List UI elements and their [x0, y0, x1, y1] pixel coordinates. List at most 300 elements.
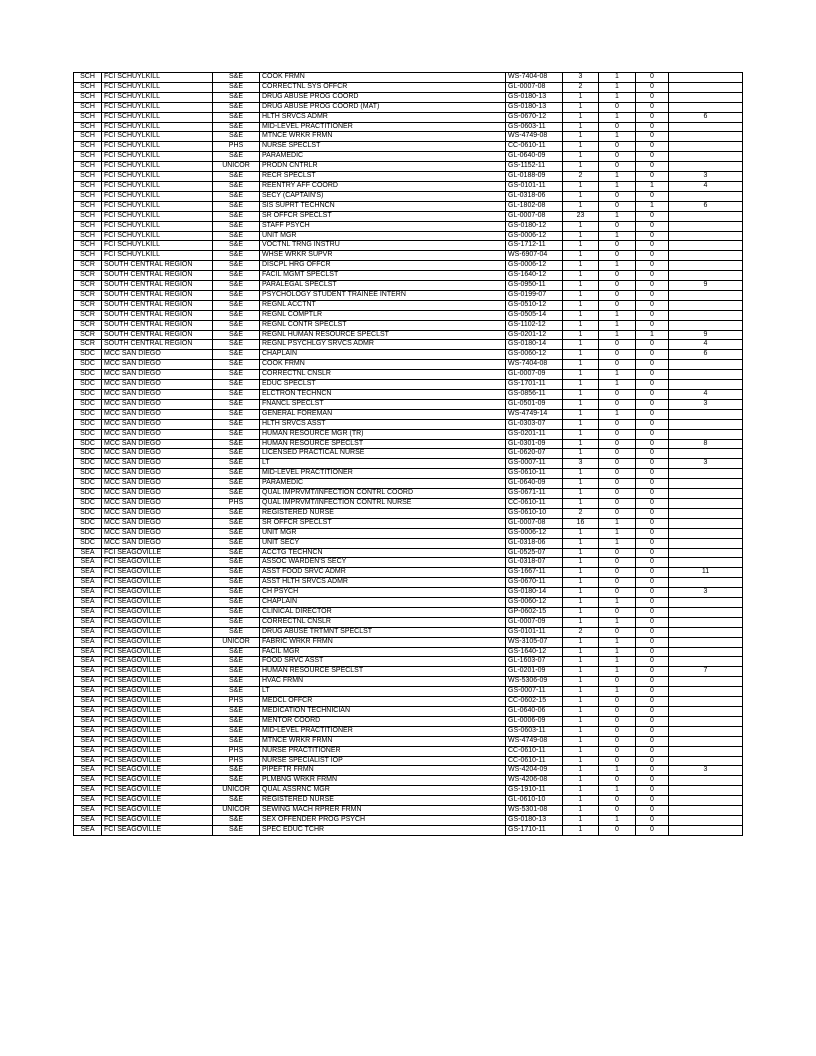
count-cell: 3 — [563, 73, 599, 83]
note-cell — [669, 320, 743, 330]
flag-b-cell: 0 — [636, 637, 669, 647]
note-cell — [669, 251, 743, 261]
flag-a-cell: 0 — [599, 707, 636, 717]
table-row — [74, 370, 743, 380]
grade-cell: GL-1603-07 — [506, 657, 563, 667]
position-cell: CH PSYCH — [260, 588, 506, 598]
fund-cell: S&E — [213, 320, 260, 330]
count-cell: 1 — [563, 469, 599, 479]
grade-cell: GL-0318-06 — [506, 191, 563, 201]
facility-cell: FCI SEAGOVILLE — [102, 647, 213, 657]
table-row — [74, 508, 743, 518]
code-cell: SCR — [74, 290, 102, 300]
facility-cell: FCI SCHUYLKILL — [102, 251, 213, 261]
fund-cell: UNICOR — [213, 637, 260, 647]
facility-cell: MCC SAN DIEGO — [102, 479, 213, 489]
table-row — [74, 479, 743, 489]
grade-cell: GS-0201-11 — [506, 429, 563, 439]
facility-cell: FCI SCHUYLKILL — [102, 201, 213, 211]
flag-a-cell: 1 — [599, 132, 636, 142]
table-row — [74, 290, 743, 300]
fund-cell: S&E — [213, 607, 260, 617]
table-row — [74, 716, 743, 726]
position-cell: ASSOC WARDEN'S SECY — [260, 558, 506, 568]
flag-a-cell: 1 — [599, 211, 636, 221]
count-cell: 1 — [563, 360, 599, 370]
facility-cell: SOUTH CENTRAL REGION — [102, 290, 213, 300]
facility-cell: FCI SEAGOVILLE — [102, 756, 213, 766]
position-cell: MENTOR COORD — [260, 716, 506, 726]
note-cell — [669, 637, 743, 647]
note-cell — [669, 518, 743, 528]
fund-cell: S&E — [213, 122, 260, 132]
facility-cell: FCI SCHUYLKILL — [102, 221, 213, 231]
facility-cell: FCI SCHUYLKILL — [102, 211, 213, 221]
facility-cell: MCC SAN DIEGO — [102, 419, 213, 429]
facility-cell: FCI SCHUYLKILL — [102, 152, 213, 162]
count-cell: 1 — [563, 687, 599, 697]
count-cell: 1 — [563, 548, 599, 558]
grade-cell: GS-0101-11 — [506, 627, 563, 637]
position-cell: CORRECTNL CNSLR — [260, 370, 506, 380]
flag-b-cell: 0 — [636, 756, 669, 766]
position-cell: GENERAL FOREMAN — [260, 409, 506, 419]
count-cell: 1 — [563, 112, 599, 122]
flag-b-cell: 0 — [636, 548, 669, 558]
grade-cell: GS-0180-13 — [506, 102, 563, 112]
note-cell — [669, 469, 743, 479]
position-cell: FOOD SRVC ASST — [260, 657, 506, 667]
fund-cell: S&E — [213, 310, 260, 320]
facility-cell: FCI SEAGOVILLE — [102, 637, 213, 647]
fund-cell: S&E — [213, 231, 260, 241]
position-cell: CLINICAL DIRECTOR — [260, 607, 506, 617]
code-cell: SCH — [74, 211, 102, 221]
flag-b-cell: 0 — [636, 261, 669, 271]
facility-cell: FCI SEAGOVILLE — [102, 588, 213, 598]
flag-b-cell: 0 — [636, 221, 669, 231]
count-cell: 1 — [563, 707, 599, 717]
fund-cell: S&E — [213, 201, 260, 211]
count-cell: 1 — [563, 657, 599, 667]
grade-cell: GS-1667-11 — [506, 568, 563, 578]
note-cell — [669, 370, 743, 380]
table-row — [74, 350, 743, 360]
note-cell: 4 — [669, 390, 743, 400]
count-cell: 1 — [563, 667, 599, 677]
fund-cell: S&E — [213, 736, 260, 746]
note-cell — [669, 489, 743, 499]
grade-cell: GS-0006-12 — [506, 231, 563, 241]
code-cell: SDC — [74, 390, 102, 400]
facility-cell: SOUTH CENTRAL REGION — [102, 320, 213, 330]
fund-cell: S&E — [213, 82, 260, 92]
fund-cell: UNICOR — [213, 162, 260, 172]
fund-cell: S&E — [213, 330, 260, 340]
code-cell: SEA — [74, 776, 102, 786]
flag-a-cell: 1 — [599, 647, 636, 657]
grade-cell: WS-5306-09 — [506, 677, 563, 687]
count-cell: 1 — [563, 647, 599, 657]
flag-b-cell: 0 — [636, 399, 669, 409]
code-cell: SDC — [74, 439, 102, 449]
note-cell — [669, 290, 743, 300]
facility-cell: FCI SEAGOVILLE — [102, 667, 213, 677]
grade-cell: GS-0671-11 — [506, 489, 563, 499]
position-cell: FNANCL SPECLST — [260, 399, 506, 409]
fund-cell: S&E — [213, 360, 260, 370]
flag-a-cell: 1 — [599, 637, 636, 647]
flag-a-cell: 0 — [599, 825, 636, 835]
note-cell — [669, 82, 743, 92]
flag-a-cell: 0 — [599, 271, 636, 281]
fund-cell: S&E — [213, 290, 260, 300]
table-row — [74, 380, 743, 390]
position-cell: COOK FRMN — [260, 73, 506, 83]
table-row — [74, 340, 743, 350]
count-cell: 1 — [563, 776, 599, 786]
note-cell — [669, 776, 743, 786]
count-cell: 1 — [563, 598, 599, 608]
code-cell: SEA — [74, 548, 102, 558]
flag-b-cell: 0 — [636, 677, 669, 687]
flag-a-cell: 0 — [599, 152, 636, 162]
table-row — [74, 598, 743, 608]
position-cell: SR OFFCR SPECLST — [260, 518, 506, 528]
grade-cell: GL-0007-08 — [506, 82, 563, 92]
code-cell: SEA — [74, 766, 102, 776]
flag-a-cell: 1 — [599, 518, 636, 528]
fund-cell: S&E — [213, 627, 260, 637]
flag-a-cell: 1 — [599, 538, 636, 548]
table-row — [74, 429, 743, 439]
position-cell: STAFF PSYCH — [260, 221, 506, 231]
facility-cell: MCC SAN DIEGO — [102, 459, 213, 469]
flag-b-cell: 0 — [636, 707, 669, 717]
facility-cell: MCC SAN DIEGO — [102, 439, 213, 449]
count-cell: 1 — [563, 340, 599, 350]
flag-a-cell: 0 — [599, 102, 636, 112]
code-cell: SCH — [74, 231, 102, 241]
position-cell: LT — [260, 687, 506, 697]
flag-b-cell: 0 — [636, 429, 669, 439]
flag-a-cell: 0 — [599, 201, 636, 211]
fund-cell: S&E — [213, 181, 260, 191]
code-cell: SEA — [74, 825, 102, 835]
flag-a-cell: 0 — [599, 607, 636, 617]
count-cell: 1 — [563, 290, 599, 300]
note-cell — [669, 261, 743, 271]
grade-cell: GL-0007-08 — [506, 518, 563, 528]
grade-cell: GS-0060-12 — [506, 598, 563, 608]
table-row — [74, 201, 743, 211]
code-cell: SCR — [74, 281, 102, 291]
position-cell: SEX OFFENDER PROG PSYCH — [260, 815, 506, 825]
flag-a-cell: 0 — [599, 469, 636, 479]
facility-cell: FCI SEAGOVILLE — [102, 548, 213, 558]
grade-cell: WS-6907-04 — [506, 251, 563, 261]
note-cell — [669, 647, 743, 657]
fund-cell: S&E — [213, 726, 260, 736]
facility-cell: SOUTH CENTRAL REGION — [102, 261, 213, 271]
grade-cell: GL-0620-07 — [506, 449, 563, 459]
flag-a-cell: 1 — [599, 330, 636, 340]
table-row — [74, 498, 743, 508]
facility-cell: MCC SAN DIEGO — [102, 518, 213, 528]
note-cell — [669, 697, 743, 707]
fund-cell: S&E — [213, 300, 260, 310]
table-row — [74, 261, 743, 271]
note-cell — [669, 538, 743, 548]
flag-a-cell: 0 — [599, 489, 636, 499]
code-cell: SEA — [74, 637, 102, 647]
count-cell: 1 — [563, 142, 599, 152]
note-cell — [669, 726, 743, 736]
table-row — [74, 637, 743, 647]
count-cell: 1 — [563, 766, 599, 776]
note-cell — [669, 300, 743, 310]
code-cell: SDC — [74, 459, 102, 469]
grade-cell: GS-0610-11 — [506, 469, 563, 479]
table-row — [74, 578, 743, 588]
flag-a-cell: 0 — [599, 736, 636, 746]
note-cell — [669, 736, 743, 746]
position-cell: MTNCE WRKR FRMN — [260, 132, 506, 142]
table-row — [74, 409, 743, 419]
count-cell: 1 — [563, 221, 599, 231]
flag-a-cell: 1 — [599, 112, 636, 122]
position-cell: HLTH SRVCS ASST — [260, 419, 506, 429]
note-cell — [669, 677, 743, 687]
fund-cell: S&E — [213, 518, 260, 528]
count-cell: 1 — [563, 330, 599, 340]
grade-cell: WS-4749-08 — [506, 736, 563, 746]
table-row — [74, 489, 743, 499]
code-cell: SCR — [74, 300, 102, 310]
note-cell: 9 — [669, 330, 743, 340]
position-cell: DRUG ABUSE PROG COORD (MAT) — [260, 102, 506, 112]
note-cell — [669, 122, 743, 132]
flag-b-cell: 0 — [636, 825, 669, 835]
code-cell: SEA — [74, 707, 102, 717]
count-cell: 1 — [563, 786, 599, 796]
flag-a-cell: 0 — [599, 439, 636, 449]
grade-cell: GL-0007-09 — [506, 617, 563, 627]
position-cell: PARAMEDIC — [260, 479, 506, 489]
count-cell: 1 — [563, 399, 599, 409]
fund-cell: S&E — [213, 241, 260, 251]
note-cell — [669, 806, 743, 816]
fund-cell: S&E — [213, 439, 260, 449]
table-row — [74, 132, 743, 142]
facility-cell: FCI SEAGOVILLE — [102, 707, 213, 717]
flag-a-cell: 1 — [599, 766, 636, 776]
note-cell: 6 — [669, 201, 743, 211]
table-row — [74, 399, 743, 409]
flag-b-cell: 0 — [636, 627, 669, 637]
code-cell: SEA — [74, 746, 102, 756]
position-cell: PSYCHOLOGY STUDENT TRAINEE INTERN — [260, 290, 506, 300]
code-cell: SCH — [74, 102, 102, 112]
flag-b-cell: 0 — [636, 191, 669, 201]
flag-b-cell: 0 — [636, 82, 669, 92]
note-cell — [669, 528, 743, 538]
table-row — [74, 320, 743, 330]
code-cell: SCH — [74, 132, 102, 142]
fund-cell: PHS — [213, 756, 260, 766]
position-cell: MID-LEVEL PRACTITIONER — [260, 726, 506, 736]
grade-cell: GS-1152-11 — [506, 162, 563, 172]
grade-cell: GS-0180-14 — [506, 588, 563, 598]
fund-cell: S&E — [213, 132, 260, 142]
table-row — [74, 825, 743, 835]
position-cell: MEDICATION TECHNICIAN — [260, 707, 506, 717]
flag-a-cell: 0 — [599, 191, 636, 201]
position-cell: ASST HLTH SRVCS ADMR — [260, 578, 506, 588]
flag-b-cell: 0 — [636, 786, 669, 796]
grade-cell: WS-4749-08 — [506, 132, 563, 142]
position-cell: UNIT SECY — [260, 538, 506, 548]
facility-cell: FCI SCHUYLKILL — [102, 241, 213, 251]
fund-cell: S&E — [213, 390, 260, 400]
table-row — [74, 528, 743, 538]
flag-b-cell: 0 — [636, 538, 669, 548]
count-cell: 1 — [563, 617, 599, 627]
table-row — [74, 677, 743, 687]
flag-a-cell: 0 — [599, 251, 636, 261]
fund-cell: S&E — [213, 776, 260, 786]
note-cell — [669, 786, 743, 796]
count-cell: 1 — [563, 231, 599, 241]
facility-cell: MCC SAN DIEGO — [102, 469, 213, 479]
flag-a-cell: 1 — [599, 320, 636, 330]
flag-b-cell: 0 — [636, 290, 669, 300]
position-cell: REGISTERED NURSE — [260, 508, 506, 518]
flag-b-cell: 0 — [636, 726, 669, 736]
count-cell: 1 — [563, 390, 599, 400]
code-cell: SCH — [74, 201, 102, 211]
flag-a-cell: 1 — [599, 310, 636, 320]
flag-b-cell: 0 — [636, 350, 669, 360]
note-cell — [669, 152, 743, 162]
table-row — [74, 776, 743, 786]
fund-cell: S&E — [213, 449, 260, 459]
grade-cell: GS-0670-12 — [506, 112, 563, 122]
grade-cell: GS-1910-11 — [506, 786, 563, 796]
grade-cell: GL-0318-06 — [506, 538, 563, 548]
position-cell: MEDCL OFFCR — [260, 697, 506, 707]
table-row — [74, 211, 743, 221]
flag-b-cell: 0 — [636, 687, 669, 697]
grade-cell: WS-7404-08 — [506, 73, 563, 83]
flag-a-cell: 0 — [599, 796, 636, 806]
flag-a-cell: 0 — [599, 340, 636, 350]
count-cell: 1 — [563, 578, 599, 588]
code-cell: SEA — [74, 588, 102, 598]
table-row — [74, 102, 743, 112]
code-cell: SCH — [74, 142, 102, 152]
fund-cell: S&E — [213, 647, 260, 657]
fund-cell: S&E — [213, 370, 260, 380]
grade-cell: GS-0180-12 — [506, 221, 563, 231]
flag-b-cell: 0 — [636, 300, 669, 310]
fund-cell: S&E — [213, 588, 260, 598]
table-row — [74, 736, 743, 746]
facility-cell: FCI SCHUYLKILL — [102, 82, 213, 92]
position-cell: ACCTG TECHNCN — [260, 548, 506, 558]
table-row — [74, 231, 743, 241]
flag-b-cell: 0 — [636, 657, 669, 667]
position-cell: SIS SUPRT TECHNCN — [260, 201, 506, 211]
table-row — [74, 73, 743, 83]
count-cell: 1 — [563, 697, 599, 707]
note-cell — [669, 657, 743, 667]
grade-cell: GL-0303-07 — [506, 419, 563, 429]
grade-cell: CC-0610-11 — [506, 498, 563, 508]
count-cell: 1 — [563, 122, 599, 132]
note-cell: 3 — [669, 399, 743, 409]
flag-b-cell: 0 — [636, 588, 669, 598]
position-cell: HUMAN RESOURCE SPECLST — [260, 667, 506, 677]
position-cell: WHSE WRKR SUPVR — [260, 251, 506, 261]
position-cell: PLMBNG WRKR FRMN — [260, 776, 506, 786]
fund-cell: S&E — [213, 251, 260, 261]
position-cell: SR OFFCR SPECLST — [260, 211, 506, 221]
fund-cell: S&E — [213, 261, 260, 271]
facility-cell: FCI SEAGOVILLE — [102, 825, 213, 835]
flag-b-cell: 0 — [636, 320, 669, 330]
count-cell: 1 — [563, 102, 599, 112]
table-row — [74, 568, 743, 578]
code-cell: SDC — [74, 469, 102, 479]
facility-cell: SOUTH CENTRAL REGION — [102, 310, 213, 320]
position-cell: DRUG ABUSE PROG COORD — [260, 92, 506, 102]
code-cell: SEA — [74, 736, 102, 746]
code-cell: SCH — [74, 181, 102, 191]
code-cell: SCH — [74, 73, 102, 83]
note-cell — [669, 310, 743, 320]
table-row — [74, 390, 743, 400]
note-cell — [669, 498, 743, 508]
code-cell: SEA — [74, 598, 102, 608]
grade-cell: GL-0301-09 — [506, 439, 563, 449]
table-row — [74, 726, 743, 736]
flag-a-cell: 0 — [599, 122, 636, 132]
table-row — [74, 617, 743, 627]
count-cell: 2 — [563, 82, 599, 92]
fund-cell: S&E — [213, 409, 260, 419]
count-cell: 1 — [563, 310, 599, 320]
grade-cell: GL-0007-09 — [506, 370, 563, 380]
grade-cell: GL-0007-08 — [506, 211, 563, 221]
count-cell: 1 — [563, 825, 599, 835]
facility-cell: FCI SCHUYLKILL — [102, 132, 213, 142]
facility-cell: SOUTH CENTRAL REGION — [102, 281, 213, 291]
fund-cell: S&E — [213, 281, 260, 291]
table-row — [74, 142, 743, 152]
flag-b-cell: 0 — [636, 449, 669, 459]
grade-cell: GS-1710-11 — [506, 825, 563, 835]
note-cell — [669, 429, 743, 439]
grade-cell: GS-0950-11 — [506, 281, 563, 291]
flag-a-cell: 0 — [599, 399, 636, 409]
grade-cell: GS-0101-11 — [506, 181, 563, 191]
count-cell: 1 — [563, 815, 599, 825]
position-cell: REENTRY AFF COORD — [260, 181, 506, 191]
code-cell: SEA — [74, 578, 102, 588]
code-cell: SDC — [74, 498, 102, 508]
note-cell — [669, 598, 743, 608]
